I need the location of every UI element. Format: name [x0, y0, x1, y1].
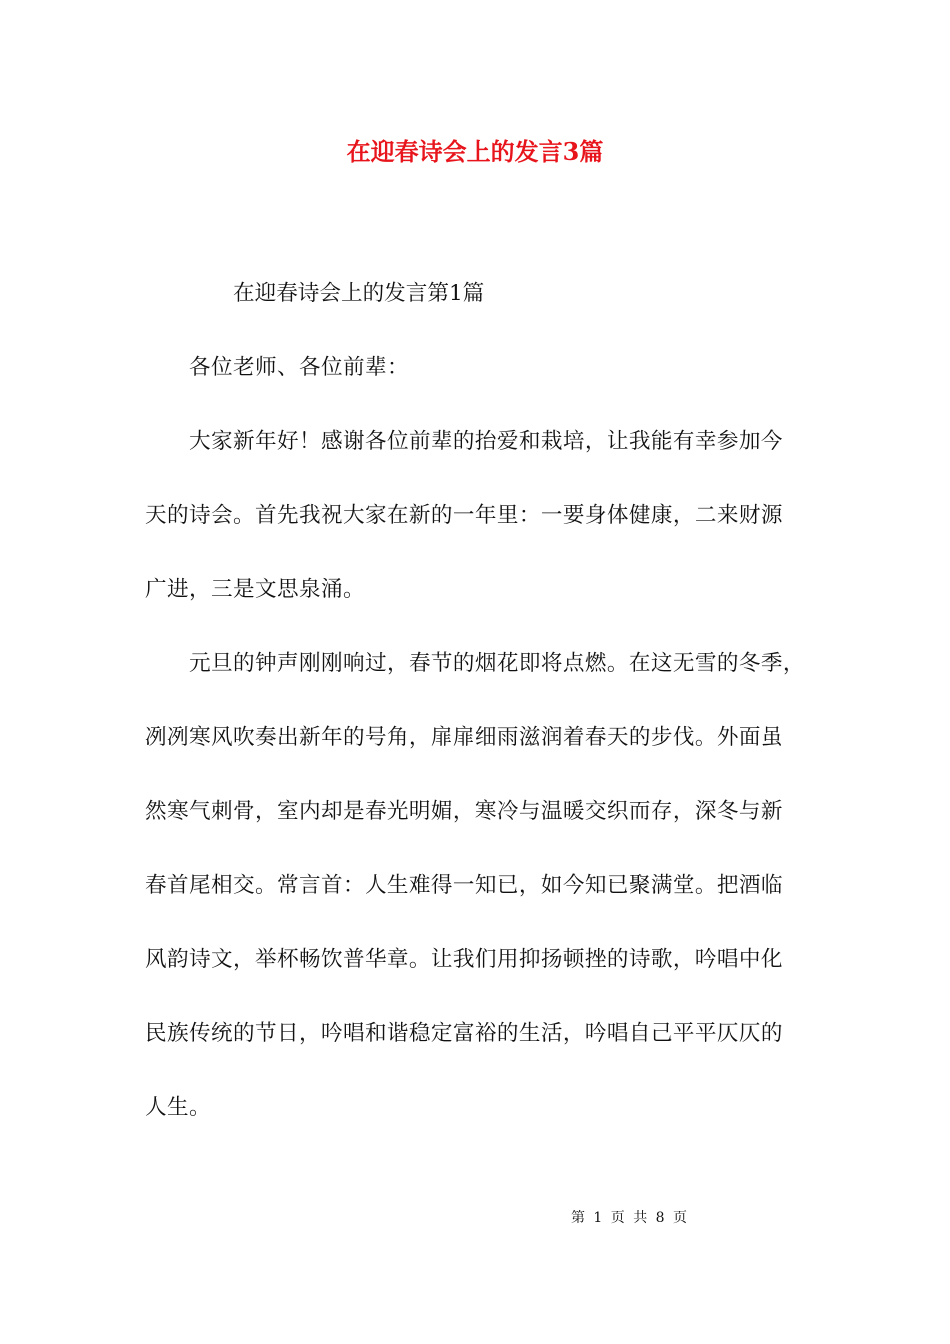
paragraph-line: 冽冽寒风吹奏出新年的号角，扉扉细雨滋润着春天的步伐。外面虽 [145, 725, 783, 750]
section-heading: 在迎春诗会上的发言第1篇 [233, 281, 485, 306]
paragraph-line: 元旦的钟声刚刚响过，春节的烟花即将点燃。在这无雪的冬季， [189, 651, 805, 676]
paragraph-line: 天的诗会。首先我祝大家在新的一年里：一要身体健康，二来财源 [145, 503, 783, 528]
paragraph-line: 民族传统的节日，吟唱和谐稳定富裕的生活，吟唱自己平平仄仄的 [145, 1021, 783, 1046]
page-number-footer: 第 1 页 共 8 页 [570, 1210, 690, 1226]
paragraph-line: 人生。 [145, 1095, 211, 1120]
greeting: 各位老师、各位前辈： [189, 355, 409, 380]
paragraph-line: 广进，三是文思泉涌。 [145, 577, 365, 602]
document-title: 在迎春诗会上的发言3篇 [346, 137, 604, 166]
paragraph-line: 风韵诗文，举杯畅饮普华章。让我们用抑扬顿挫的诗歌，吟唱中化 [145, 947, 783, 972]
paragraph-line: 春首尾相交。常言首：人生难得一知已，如今知已聚满堂。把酒临 [145, 873, 783, 898]
paragraph-1 [145, 405, 805, 627]
paragraph-line: 大家新年好！感谢各位前辈的抬爱和栽培，让我能有幸参加今 [189, 429, 783, 454]
paragraph-line: 然寒气刺骨，室内却是春光明媚，寒冷与温暖交织而存，深冬与新 [145, 799, 783, 824]
paragraph-2 [145, 627, 805, 1145]
